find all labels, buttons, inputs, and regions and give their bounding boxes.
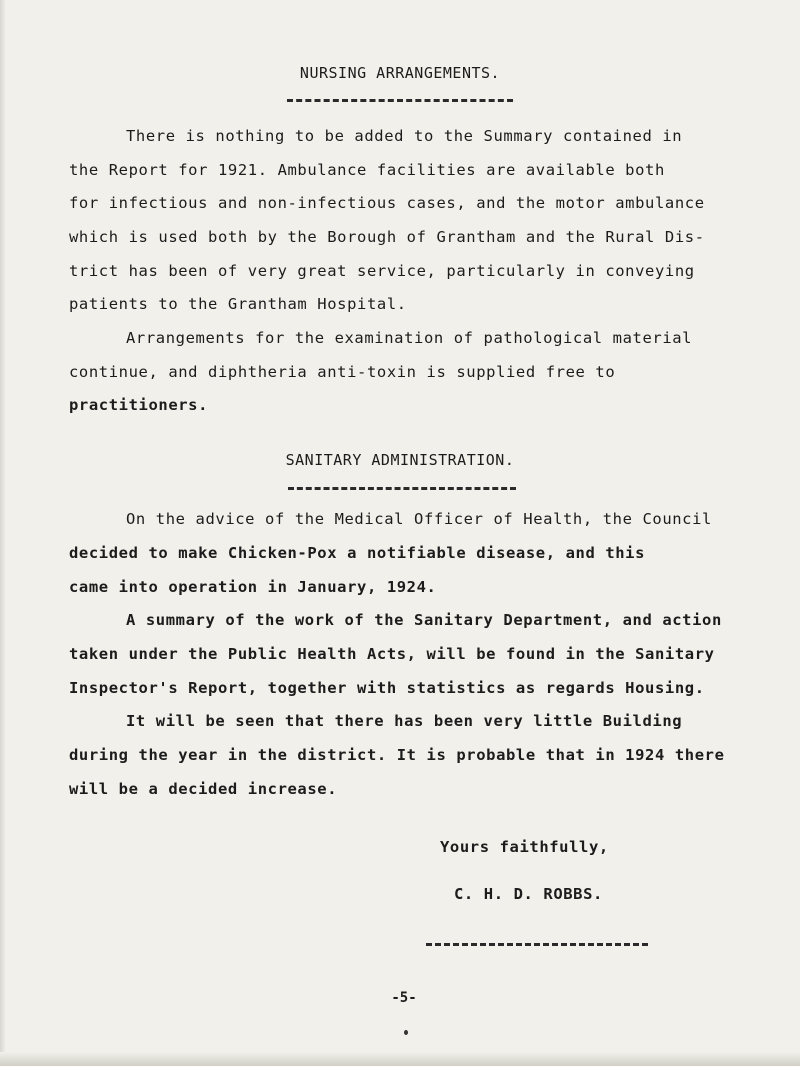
ink-speck — [404, 1030, 408, 1035]
nursing-line-9: practitioners. — [69, 396, 209, 414]
nursing-line-5: trict has been of very great service, particularly in conveying — [69, 262, 695, 280]
signature: C. H. D. ROBBS. — [454, 885, 603, 903]
nursing-line-7: Arrangements for the examination of pathological material — [126, 329, 693, 347]
sanitary-line-6: Inspector's Report, together with statistics as regards Housing. — [69, 679, 705, 697]
page-number: -5- — [391, 990, 417, 1006]
sanitary-line-8: during the year in the district. It is probable that in 1924 there — [69, 746, 725, 764]
sanitary-line-5: taken under the Public Health Acts, will be found in the Sanitary — [69, 645, 715, 663]
nursing-line-8: continue, and diphtheria anti-toxin is supplied free to — [69, 363, 616, 381]
nursing-line-2: the Report for 1921. Ambulance facilities are available both — [69, 161, 665, 179]
section-heading-nursing: NURSING ARRANGEMENTS. — [299, 64, 501, 82]
sanitary-line-9: will be a decided increase. — [69, 780, 338, 798]
heading-underline — [287, 99, 513, 102]
nursing-line-6: patients to the Grantham Hospital. — [69, 295, 407, 313]
nursing-line-3: for infectious and non-infectious cases, and the motor ambulance — [69, 194, 705, 212]
sanitary-line-7: It will be seen that there has been very little Building — [126, 712, 683, 730]
scan-edge-bottom — [0, 1052, 800, 1066]
nursing-line-1: There is nothing to be added to the Summary contained in — [126, 127, 683, 145]
heading-underline — [288, 487, 516, 490]
scan-edge-left — [0, 0, 6, 1066]
sanitary-line-2: decided to make Chicken-Pox a notifiable disease, and this — [69, 544, 646, 562]
nursing-line-4: which is used both by the Borough of Grantham and the Rural Dis- — [69, 228, 705, 246]
sanitary-line-1: On the advice of the Medical Officer of Health, the Council — [126, 510, 712, 528]
sanitary-line-3: came into operation in January, 1924. — [69, 578, 437, 596]
closing-rule — [426, 943, 648, 946]
section-heading-sanitary: SANITARY ADMINISTRATION. — [285, 451, 515, 469]
closing-salutation: Yours faithfully, — [440, 838, 609, 856]
sanitary-line-4: A summary of the work of the Sanitary Department, and action — [126, 611, 722, 629]
